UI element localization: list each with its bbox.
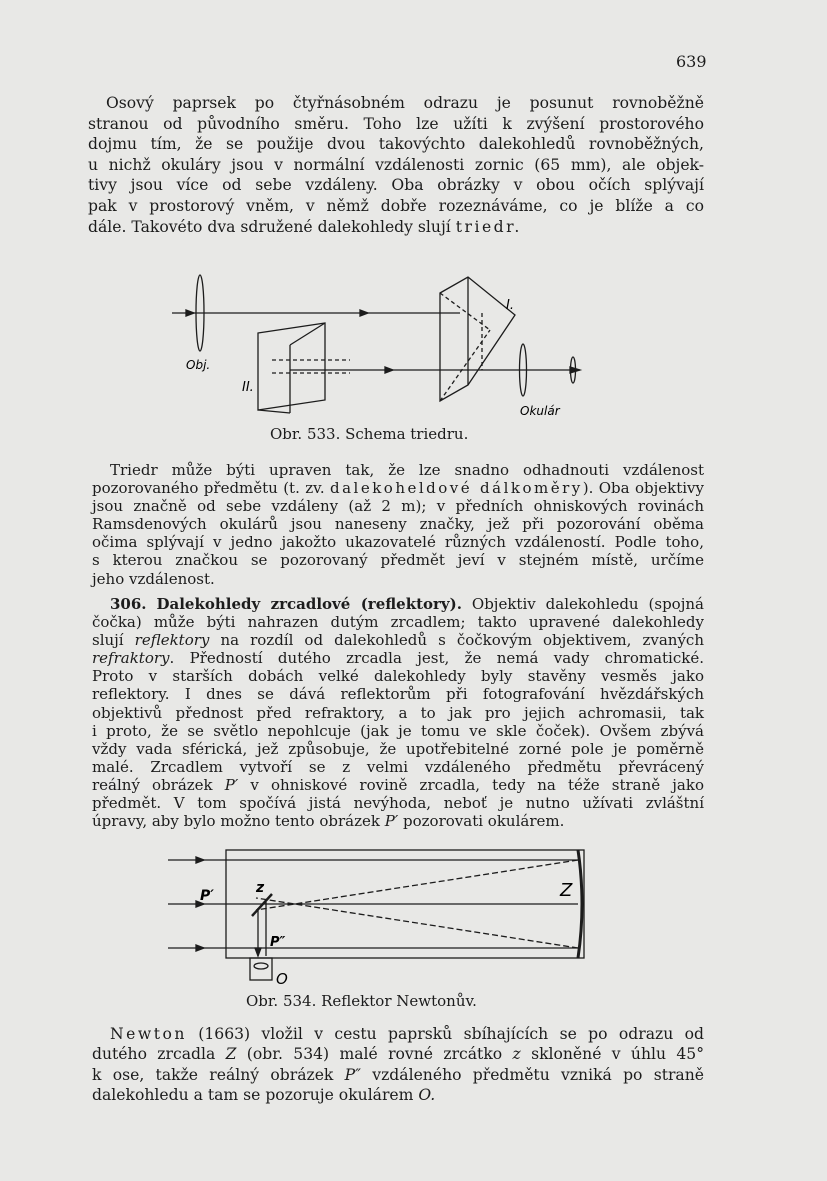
text-line: Newton (1663) vložil v cestu paprsků sbíhajících se po odrazu od (110, 1025, 704, 1043)
prism-II (258, 323, 325, 410)
text-line: malé. Zrcadlem vytvoří se z velmi vzdáleného předmětu převrácený (92, 757, 704, 776)
text-line: úpravy, aby bylo možno tento obrázek P′ pozorovati okulárem. (92, 812, 565, 831)
text-line: stranou od původního směru. Toho lze užíti k zvýšení prostorového (88, 114, 704, 133)
term-dalkomery: dalekoheldové dálkoměry (330, 479, 583, 498)
figure-newton-reflector (160, 838, 600, 990)
text-line: čočka) může býti nahrazen dutým zrcadlem; takto upravené dalekohledy (92, 613, 704, 632)
label-P1: P′ (200, 888, 214, 904)
text-line: předmět. V tom spočívá jistá nevýhoda, neboť je nutno užívati zvláštní (92, 794, 704, 813)
label-O: O (276, 970, 288, 988)
reflector-diagram (160, 838, 600, 990)
text-line: refraktory. Předností dutého zrcadla jest, že nemá vady chromatické. (92, 649, 704, 668)
label-prism-II: II. (242, 380, 254, 395)
text-line: vždy vada sférická, jež způsobuje, že upotřebitelné zorné pole je poměrně (92, 739, 704, 758)
figure-triedr-schema (160, 265, 600, 425)
name-newton: Newton (110, 1025, 187, 1043)
label-okular: Okulár (520, 404, 560, 418)
text-line: reálný obrázek P′ v ohniskové rovině zrcadla, tedy na téže straně jako (92, 775, 704, 794)
page-number: 639 (676, 52, 707, 71)
text-line: reflektory. I dnes se dává reflektorům při fotografování hvězdářských (92, 685, 704, 704)
text-line: Proto v starších dobách velké dalekohledy byly stavěny vesměs jako (92, 667, 704, 686)
text-line: Ramsdenových okulárů jsou naneseny značky, jež při pozorování oběma (92, 515, 704, 534)
section-number: 306. (110, 595, 147, 613)
figure-534-caption: Obr. 534. Reflektor Newtonův. (246, 992, 477, 1010)
text-line: jsou značně od sebe vzdáleny (až 2 m); v předních ohniskových rovinách (92, 497, 704, 516)
text-line: pak v prostorový vněm, v němž dobře rozeznáváme, co je blíže a co (88, 196, 704, 215)
text-line: jeho vzdálenost. (92, 569, 215, 588)
text-line: objektivů přednost před refraktory, a to jak pro jejich achromasii, tak (92, 703, 704, 722)
text-line: dalekohledu a tam se pozoruje okulárem O. (92, 1086, 436, 1105)
section-title: Dalekohledy zrcadlové (reflektory). (156, 595, 462, 613)
label-prism-I: I. (506, 298, 514, 313)
paragraph-stereo-binocular (88, 93, 704, 237)
text-line: u nichž okuláry jsou v normální vzdálenosti zornic (65 mm), ale objek- (88, 155, 704, 174)
paragraph-newton (92, 1024, 704, 1106)
text-line: 306. Dalekohledy zrcadlové (reflektory). Objektiv dalekohledu (spojná (110, 595, 704, 613)
text-line: tivy jsou více od sebe vzdáleny. Oba obrázky v obou očích splývají (88, 176, 704, 195)
prism-I (440, 277, 515, 401)
text-line: dutého zrcadla Z (obr. 534) malé rovné zrcátko z skloněné v úhlu 45° (92, 1045, 704, 1064)
text-line: i proto, že se světlo nepohlcuje (jak je tomu ve skle čoček). Ovšem zbývá (92, 721, 704, 740)
label-obj: Obj. (186, 358, 211, 372)
text-line: dojmu tím, že se použije dvou takovýchto dalekohledů rovnoběžných, (88, 135, 704, 154)
text-line: pozorovaného předmětu (t. zv. dalekoheldové dálkoměry). Oba objektivy (92, 479, 704, 498)
label-Z: Z (560, 880, 573, 901)
label-z: z (256, 880, 265, 896)
paragraph-rangefinder (92, 461, 704, 588)
section-306-reflectors (92, 595, 704, 830)
text-line: s kterou značkou se pozorovaný předmět jeví v stejném místě, určíme (92, 551, 704, 570)
text-line: Osový paprsek po čtyřnásobném odrazu je posunut rovnoběžně (106, 94, 704, 112)
text-line: Triedr může býti upraven tak, že lze snadno odhadnouti vzdálenost (110, 461, 704, 479)
text-line: dále. Takovéto dva sdružené dalekohledy slují triedr. (88, 217, 522, 236)
text-line: očima splývají v jedno jakožto ukazovatelé různých vzdáleností. Podle toho, (92, 533, 704, 552)
triedr-diagram (160, 265, 600, 425)
label-P2: P″ (270, 935, 286, 950)
concave-mirror (578, 850, 582, 958)
term-triedr: triedr. (455, 217, 522, 236)
figure-533-caption: Obr. 533. Schema triedru. (270, 425, 469, 443)
text-line: slují reflektory na rozdíl od dalekohledů s čočkovým objektivem, zvaných (92, 631, 704, 650)
plane-mirror (252, 894, 272, 916)
text-line: k ose, takže reálný obrázek P″ vzdáleného předmětu vzniká po straně (92, 1065, 705, 1084)
